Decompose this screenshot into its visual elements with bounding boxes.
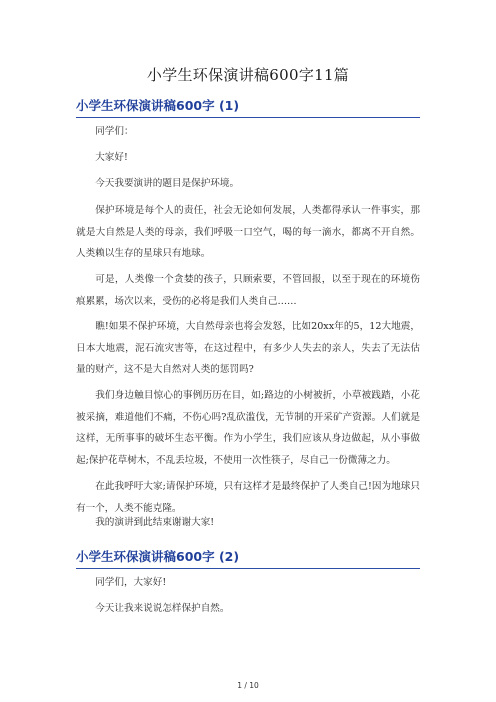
paragraph-closing: 我的演讲到此结束谢谢大家! — [95, 517, 215, 528]
paragraph-examples: 我们身边触目惊心的事例历历在目，如;路边的小树被折，小草被践踏，小花被采摘，难道他们不痛，不伤心吗?乱砍滥伐，无节制的开采矿产资源。人们就是这样，无所事事的破坏生态平衡。作为小学生，我们应该从身边做起，从小事做起;保护花草树木，不乱丢垃圾，不使用一次性筷子，尽自己一份微薄之力。 — [76, 390, 420, 466]
paragraph-hello: 大家好! — [95, 152, 128, 163]
paragraph-topic: 今天我要演讲的题目是保护环境。 — [95, 178, 240, 189]
page-number: 1 / 10 — [237, 681, 259, 690]
section-heading-2: 小学生环保演讲稿600字 (2) — [76, 547, 420, 569]
document-title: 小学生环保演讲稿600字11篇 — [146, 66, 350, 84]
paragraph-greedy-child: 可是，人类像一个贪婪的孩子，只顾索要，不管回报，以至于现在的环境伤痕累累，场次以来，受伤的必将是我们人类自己…… — [76, 274, 420, 307]
section-heading-1: 小学生环保演讲稿600字 (1) — [76, 96, 420, 118]
paragraph-appeal: 在此我呼吁大家;请保护环境，只有这样才是最终保护了人类自己!因为地球只有一个，人类不能克隆。 — [76, 481, 420, 514]
paragraph-greeting: 同学们： — [95, 126, 134, 137]
paragraph-responsibility: 保护环境是每个人的责任，社会无论如何发展，人类都得承认一件事实，那就是大自然是人类的母亲，我们呼吸一口空气，喝的每一滴水，都离不开自然。人类赖以生存的星球只有地球。 — [76, 205, 420, 260]
paragraph-disasters: 瞧!如果不保护环境，大自然母亲也将会发怒，比如20xx年的5，12大地震，日本大地震，泥石流灾害等，在这过程中，有多少人失去的亲人，失去了无法估量的财产，这不是大自然对人类的惩罚吗? — [76, 321, 420, 376]
paragraph-intro-2: 今天让我来说说怎样保护自然。 — [95, 603, 230, 614]
paragraph-greeting-2: 同学们，大家好! — [95, 577, 167, 588]
